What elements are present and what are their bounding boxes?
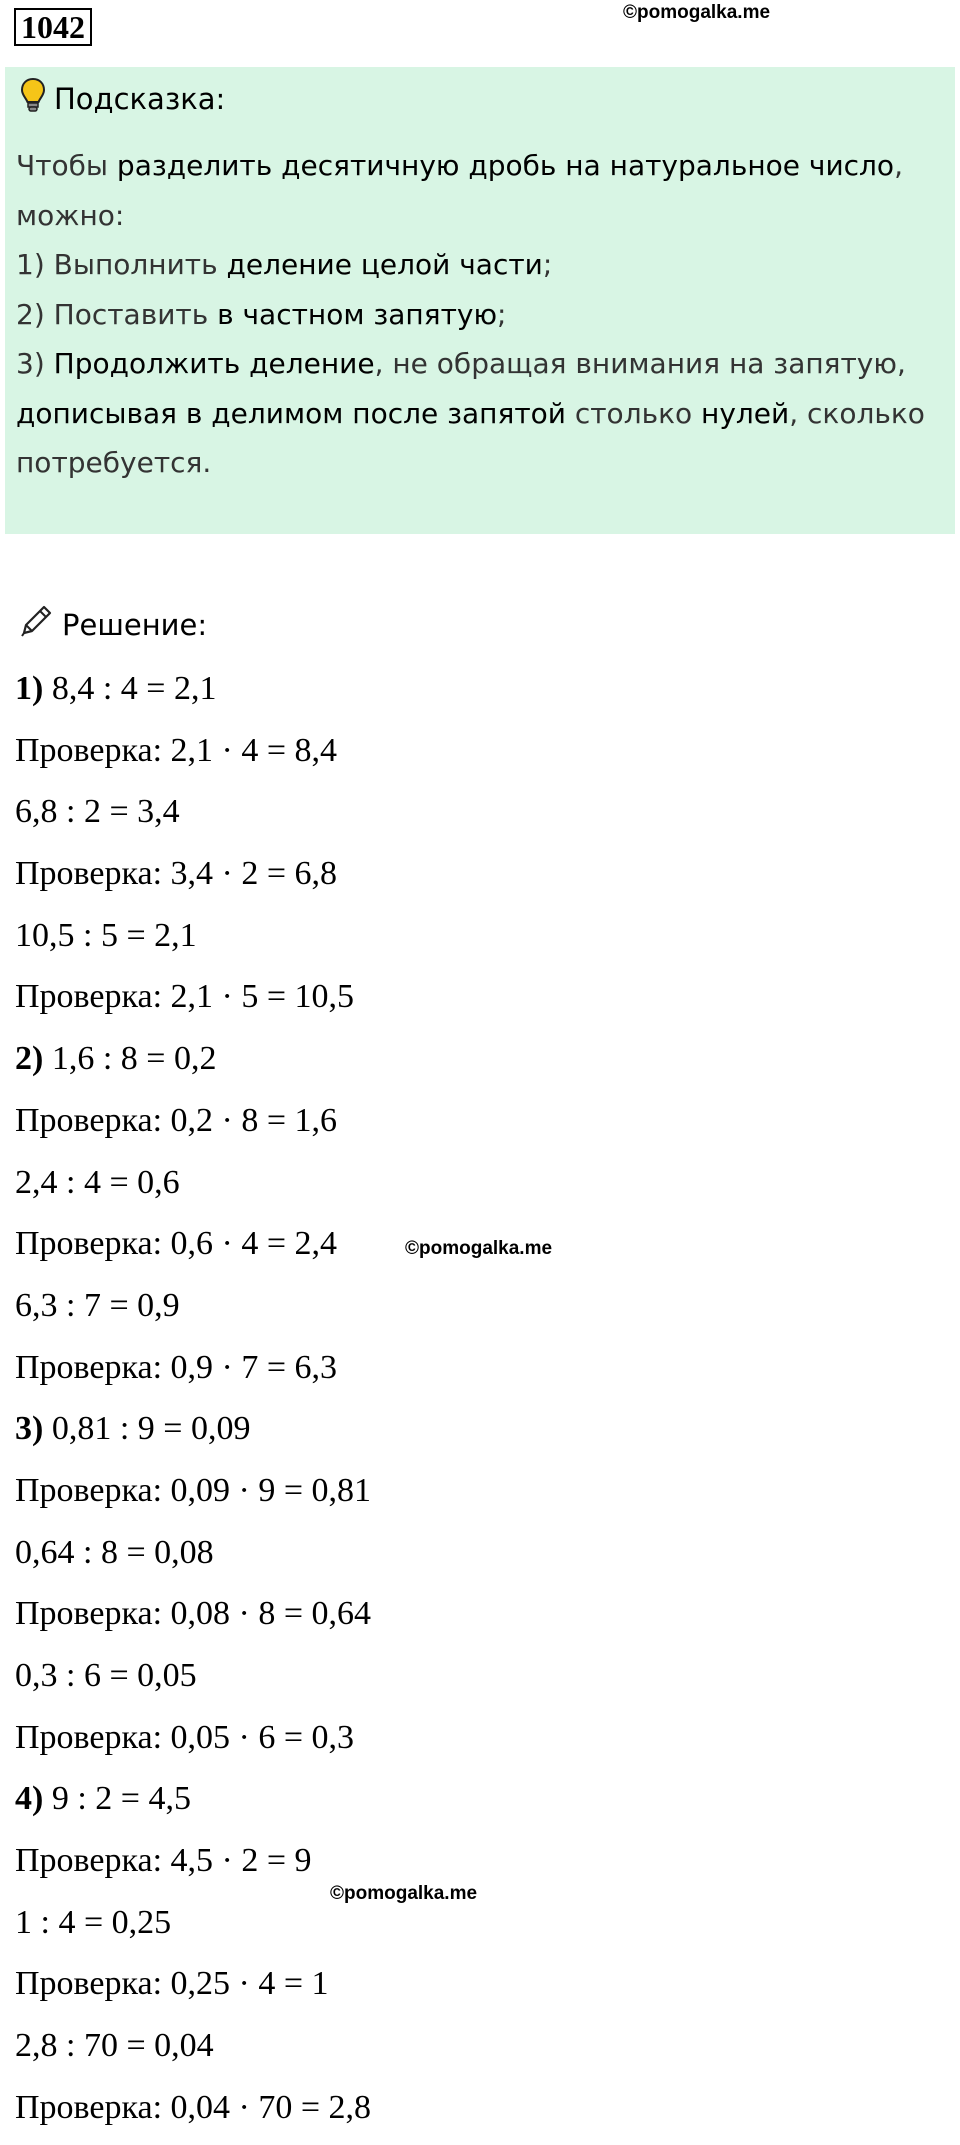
solution-line	[15, 1713, 371, 1775]
equation-text: Проверка: 0,05 · 6 = 0,3	[15, 1718, 355, 1756]
equation-text: 10,5 : 5 = 2,1	[15, 916, 197, 954]
hint-text-segment: , не обращая внимания на запятую,	[374, 347, 906, 380]
equation-text: 1,6 : 8 = 0,2	[43, 1040, 217, 1078]
hint-text-segment: столько	[565, 396, 702, 430]
solution-line	[15, 2083, 371, 2145]
solution-line	[15, 1774, 371, 1836]
hint-text-segment: Чтобы	[16, 149, 117, 182]
solution-lines	[15, 664, 371, 2145]
equation-text: Проверка: 2,1 · 5 = 10,5	[15, 978, 355, 1016]
equation-text: 1 : 4 = 0,25	[15, 1903, 172, 1941]
solution-line	[15, 1281, 371, 1343]
solution-line	[15, 1158, 371, 1220]
hint-text-segment: ,	[894, 149, 903, 182]
hint-line	[16, 438, 946, 488]
equation-text: Проверка: 0,09 · 9 = 0,81	[15, 1471, 372, 1509]
equation-text: 0,64 : 8 = 0,08	[15, 1533, 214, 1571]
solution-line	[15, 1466, 371, 1528]
hint-line	[16, 290, 946, 340]
hint-line	[16, 339, 946, 389]
hint-emphasis: в частном запятую	[217, 297, 498, 331]
equation-text: 2,4 : 4 = 0,6	[15, 1163, 180, 1201]
equation-text: Проверка: 0,04 · 70 = 2,8	[15, 2088, 372, 2126]
solution-line	[15, 2021, 371, 2083]
pencil-icon	[18, 603, 62, 646]
hint-emphasis: Продолжить деление	[53, 347, 375, 380]
watermark-top: ©pomogalka.me	[623, 2, 771, 23]
solution-line	[15, 1651, 371, 1713]
hint-text	[16, 141, 946, 488]
hint-text-segment: потребуется.	[16, 446, 212, 479]
equation-text: 0,81 : 9 = 0,09	[43, 1410, 251, 1448]
equation-text: Проверка: 3,4 · 2 = 6,8	[15, 855, 338, 893]
lightbulb-icon	[20, 77, 54, 120]
solution-line	[15, 972, 371, 1034]
hint-line	[16, 240, 946, 290]
hint-text-segment: 1) Выполнить	[16, 248, 227, 281]
hint-line	[16, 191, 946, 241]
hint-emphasis: дописывая в делимом после запятой	[16, 396, 566, 430]
equation-text: 8,4 : 4 = 2,1	[43, 670, 217, 707]
solution-title: Решение:	[62, 607, 208, 642]
solution-line	[15, 1959, 371, 2021]
solution-line	[15, 1219, 371, 1281]
hint-text-segment: можно:	[16, 198, 125, 232]
hint-text-segment: 2) Поставить	[16, 297, 218, 331]
solution-line	[15, 911, 371, 973]
hint-emphasis: разделить десятичную дробь на натуральное число	[116, 149, 895, 182]
watermark-middle: ©pomogalka.me	[405, 1238, 553, 1259]
hint-box	[5, 67, 955, 534]
solution-line	[15, 1343, 371, 1405]
task-number: 1042	[14, 8, 92, 46]
equation-text: Проверка: 4,5 · 2 = 9	[15, 1842, 312, 1880]
solution-line	[15, 1034, 371, 1096]
solution-line	[15, 1404, 371, 1466]
equation-text: Проверка: 0,9 · 7 = 6,3	[15, 1348, 338, 1386]
equation-text: 9 : 2 = 4,5	[43, 1780, 191, 1818]
equation-text: Проверка: 0,08 · 8 = 0,64	[15, 1595, 372, 1633]
hint-emphasis: нулей	[701, 396, 790, 430]
solution-line	[15, 726, 371, 788]
solution-line	[15, 787, 371, 849]
hint-emphasis: деление целой части	[226, 248, 543, 281]
equation-text: 6,3 : 7 = 0,9	[15, 1286, 180, 1324]
solution-line	[15, 1589, 371, 1651]
part-label: 4)	[15, 1780, 44, 1818]
solution-line	[15, 1836, 371, 1898]
hint-line	[16, 141, 946, 191]
equation-text: Проверка: 0,6 · 4 = 2,4	[15, 1225, 338, 1263]
solution-line	[15, 1528, 371, 1590]
part-label: 3)	[15, 1410, 44, 1448]
solution-line	[15, 849, 371, 911]
equation-text: Проверка: 0,25 · 4 = 1	[15, 1965, 329, 2003]
solution-line	[15, 1898, 371, 1960]
watermark-bottom: ©pomogalka.me	[330, 1883, 478, 1904]
equation-text: 2,8 : 70 = 0,04	[15, 2027, 214, 2065]
hint-text-segment: ;	[542, 248, 553, 281]
equation-text: 0,3 : 6 = 0,05	[15, 1657, 197, 1694]
hint-line	[16, 389, 946, 439]
part-label: 2)	[15, 1040, 44, 1078]
hint-text-segment: , сколько	[789, 396, 925, 430]
solution-header	[18, 603, 207, 646]
part-label: 1)	[15, 670, 44, 707]
solution-line	[15, 664, 371, 726]
equation-text: Проверка: 0,2 · 8 = 1,6	[15, 1101, 338, 1139]
solution-line	[15, 1096, 371, 1158]
equation-text: 6,8 : 2 = 3,4	[15, 793, 180, 831]
hint-title: Подсказка:	[54, 81, 226, 116]
equation-text: Проверка: 2,1 · 4 = 8,4	[15, 731, 338, 769]
hint-text-segment: 3)	[16, 347, 54, 380]
hint-header	[20, 77, 225, 120]
hint-text-segment: ;	[497, 297, 507, 331]
